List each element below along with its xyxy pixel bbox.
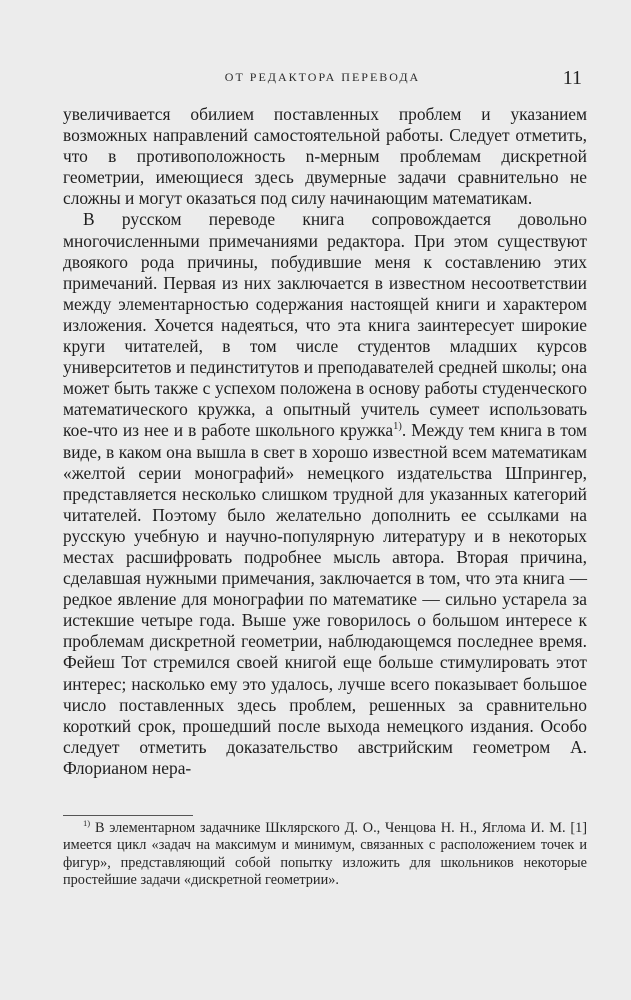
running-title: ОТ РЕДАКТОРА ПЕРЕВОДА (224, 70, 421, 84)
paragraph-1: увеличивается обилием поставленных проблем и указанием возможных направлений самостоятельной работы. Следует отметить, что в противоположность n-мерным проблемам дискретной геометрии, имеющиеся здесь двумерные задачи сравнительно не сложны и могут оказаться под силу начинающим математикам. (63, 104, 587, 209)
running-head (63, 67, 582, 91)
footnote-marker: 1) (83, 818, 91, 829)
paragraph-2 (63, 209, 587, 779)
paragraph-2-part-2: . Между тем книга в том виде, в каком она вышла в свет в хорошо известной всем математикам «желтой серии монографий» немецкого издательства Шпрингер, представляется несколько слишком трудной для указанных категорий читателей. Поэтому было желательно дополнить ее ссылками на русскую учебную и научно-популярную литературу и в некоторых местах расшифровать подробнее мысль автора. Вторая причина, сделавшая нужными примечания, заключается в том, что эта книга — редкое явление для монографии по математике — сильно устарела за истекшие четыре года. Выше уже говорилось о большом интересе к проблемам дискретной геометрии, наблюдающемся последнее время. Фейеш Тот стремился своей книгой еще больше стимулировать этот интерес; насколько ему это удалось, лучше всего показывает большое число поставленных здесь проблем, решенных за сравнительно короткий срок, прошедший после выхода немецкого издания. Особо следует отметить доказательство австрийским геометром А. Флорианом нера- (63, 420, 587, 778)
footnote-reference: 1) (393, 421, 402, 433)
footnote-divider (63, 815, 193, 816)
footnote (63, 820, 587, 890)
footnote-text: В элементарном задачнике Шклярского Д. О., Ченцова Н. Н., Яглома И. М. [1] имеется цикл «задач на максимум и минимум, связанных с расположением точек и фигур», представляющий собой попытку изложить для школьников некоторые простейшие задачи «дискретной геометрии». (63, 820, 587, 889)
paragraph-2-part-1: В русском переводе книга сопровождается довольно многочисленными примечаниями редактора. При этом существуют двоякого рода причины, побудившие меня к составлению этих примечаний. Первая из них заключается в известном несоответствии между элементарностью содержания настоящей книги и характером изложения. Хочется надеяться, что эта книга заинтересует широкие круги читателей, в том числе студентов младших курсов университетов и пединститутов и преподавателей средней школы; она может быть также с успехом положена в основу работы студенческого математического кружка, а опытный учитель сумеет использовать кое-что из нее и в работе школьного кружка (63, 209, 587, 441)
page-number: 11 (562, 67, 582, 89)
body-text (63, 104, 587, 779)
